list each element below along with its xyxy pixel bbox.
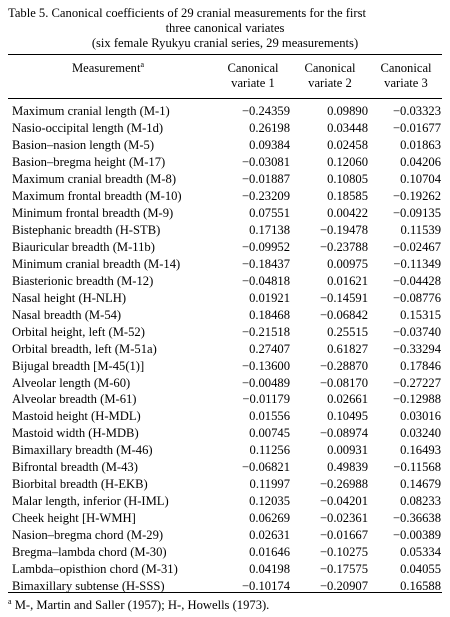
canonical-variate-2-value: −0.08170 — [319, 375, 368, 390]
canonical-variate-1-value: 0.12035 — [249, 494, 290, 509]
canonical-variate-3-value: −0.02467 — [392, 239, 441, 254]
canonical-variate-3-value: −0.09135 — [392, 205, 441, 220]
canonical-variate-1-value: 0.07551 — [249, 205, 290, 220]
measurement-name: Biauricular breadth (M-11b) — [12, 239, 155, 254]
canonical-variate-1-value: 0.01921 — [249, 290, 290, 305]
canonical-variate-1-value: −0.04818 — [241, 273, 290, 288]
table-row — [8, 324, 442, 341]
table-row — [8, 391, 442, 408]
header-measurement — [8, 61, 208, 76]
measurement-name: Orbital height, left (M-52) — [12, 324, 145, 339]
canonical-variate-3-value: −0.33294 — [392, 341, 441, 356]
canonical-variate-3-value: −0.19262 — [392, 188, 441, 203]
canonical-variate-1-value: 0.09384 — [249, 137, 290, 152]
canonical-variate-3-value: −0.11349 — [393, 256, 441, 271]
measurement-name: Mastoid height (H-MDL) — [12, 409, 141, 424]
canonical-variate-3-value: −0.04428 — [392, 273, 441, 288]
header-canonical-variate-1 — [214, 61, 292, 91]
canonical-variate-3-value: 0.01863 — [400, 137, 441, 152]
canonical-variate-1-value: −0.01887 — [241, 171, 290, 186]
measurement-name: Bimaxillary subtense (H-SSS) — [12, 579, 165, 594]
canonical-variate-1-value: −0.23209 — [241, 188, 290, 203]
measurement-name: Alveolar length (M-60) — [12, 375, 131, 390]
canonical-variate-3-value: −0.12988 — [392, 392, 441, 407]
canonical-variate-1-value: 0.02631 — [249, 528, 290, 543]
table-row — [8, 120, 442, 137]
canonical-variate-2-value: 0.01621 — [327, 273, 368, 288]
canonical-variate-3-value: 0.04206 — [400, 154, 441, 169]
canonical-variate-3-value: −0.03740 — [392, 324, 441, 339]
canonical-variate-2-value: 0.02458 — [327, 137, 368, 152]
canonical-variate-1-value: 0.04198 — [249, 562, 290, 577]
measurement-name: Nasion–bregma chord (M-29) — [12, 528, 164, 543]
canonical-variate-3-value: 0.11539 — [400, 222, 441, 237]
canonical-variate-2-value: 0.00975 — [327, 256, 368, 271]
table-row — [8, 375, 442, 392]
canonical-variate-3-value: −0.11568 — [393, 460, 441, 475]
canonical-variate-2-value: −0.02361 — [319, 511, 368, 526]
canonical-variate-1-value: 0.11997 — [249, 477, 290, 492]
canonical-variate-2-value: 0.03448 — [327, 120, 368, 135]
canonical-variate-3-value: 0.05334 — [400, 545, 441, 560]
canonical-variate-2-value: 0.09890 — [327, 104, 368, 118]
canonical-variate-1-value: −0.06821 — [241, 460, 290, 475]
table-row — [8, 341, 442, 358]
table-row — [8, 425, 442, 442]
header-measurement-label: Measurement — [71, 61, 141, 75]
table-row — [8, 273, 442, 290]
canonical-variate-1-value: −0.13600 — [241, 358, 290, 373]
table-row — [8, 290, 442, 307]
measurement-name: Bistephanic breadth (H-STB) — [12, 222, 161, 237]
table-body — [8, 103, 442, 595]
canonical-variate-2-value: 0.02661 — [327, 392, 368, 407]
canonical-variate-2-value: −0.14591 — [319, 290, 368, 305]
table-row — [8, 493, 442, 510]
canonical-variate-3-value: 0.15315 — [400, 307, 441, 322]
header-col1-line1: Canonical — [227, 61, 279, 75]
canonical-variate-2-value: 0.49839 — [327, 460, 368, 475]
table-row — [8, 222, 442, 239]
measurement-name: Basion–nasion length (M-5) — [12, 137, 155, 152]
measurement-name: Basion–bregma height (M-17) — [12, 154, 166, 169]
canonical-variate-3-value: −0.03323 — [392, 104, 441, 118]
canonical-variate-1-value: 0.27407 — [249, 341, 290, 356]
measurement-name: Maximum frontal breadth (M-10) — [12, 188, 182, 203]
canonical-variate-1-value: −0.09952 — [241, 239, 290, 254]
canonical-variate-3-value: 0.08233 — [400, 494, 441, 509]
header-col2-line2: variate 2 — [308, 76, 352, 90]
measurement-name: Bimaxillary breadth (M-46) — [12, 443, 153, 458]
canonical-variate-2-value: −0.19478 — [319, 222, 368, 237]
canonical-variate-1-value: 0.01556 — [249, 409, 290, 424]
table-row — [8, 544, 442, 561]
table-row — [8, 154, 442, 171]
canonical-variate-2-value: −0.20907 — [319, 579, 368, 594]
table-row — [8, 476, 442, 493]
measurement-name: Minimum frontal breadth (M-9) — [12, 205, 174, 220]
canonical-variate-3-value: −0.01677 — [392, 120, 441, 135]
table-row — [8, 408, 442, 425]
measurement-name: Biorbital breadth (H-EKB) — [12, 477, 148, 492]
caption-line-3: (six female Ryukyu cranial series, 29 measurements) — [91, 36, 359, 50]
header-rule — [8, 98, 442, 99]
header-col1-line2: variate 1 — [231, 76, 275, 90]
canonical-variate-2-value: 0.00422 — [327, 205, 368, 220]
footnote-text: M-, Martin and Saller (1957); H-, Howells (1973). — [11, 598, 270, 612]
canonical-variate-1-value: 0.18468 — [249, 307, 290, 322]
canonical-variate-2-value: −0.28870 — [319, 358, 368, 373]
canonical-variate-1-value: 0.26198 — [249, 120, 290, 135]
canonical-variate-1-value: −0.01179 — [242, 392, 290, 407]
canonical-variate-2-value: −0.10275 — [319, 545, 368, 560]
canonical-variate-2-value: 0.10495 — [327, 409, 368, 424]
caption-line-2: three canonical variates — [165, 21, 285, 35]
table-row — [8, 205, 442, 222]
measurement-name: Nasio-occipital length (M-1d) — [12, 120, 164, 135]
header-col3-line1: Canonical — [380, 61, 432, 75]
canonical-variate-3-value: −0.27227 — [392, 375, 441, 390]
canonical-variate-1-value: −0.24359 — [241, 104, 290, 118]
measurement-name: Malar length, inferior (H-IML) — [12, 494, 169, 509]
header-col3-line2: variate 3 — [384, 76, 428, 90]
canonical-variate-1-value: −0.03081 — [241, 154, 290, 169]
canonical-variate-1-value: 0.00745 — [249, 426, 290, 441]
canonical-variate-2-value: −0.23788 — [319, 239, 368, 254]
table-row — [8, 256, 442, 273]
canonical-variate-2-value: −0.26988 — [319, 477, 368, 492]
canonical-variate-1-value: −0.18437 — [241, 256, 290, 271]
measurement-name: Biasterionic breadth (M-12) — [12, 273, 154, 288]
table-caption — [8, 6, 442, 51]
footnote-mark: a — [8, 596, 12, 606]
canonical-variate-1-value: 0.17138 — [249, 222, 290, 237]
measurement-name: Orbital breadth, left (M-51a) — [12, 341, 157, 356]
measurement-name: Cheek height [H-WMH] — [12, 511, 136, 526]
top-rule — [8, 54, 442, 55]
canonical-variate-3-value: 0.10704 — [400, 171, 441, 186]
canonical-variate-1-value: 0.01646 — [249, 545, 290, 560]
measurement-name: Mastoid width (H-MDB) — [12, 426, 139, 441]
table-row — [8, 307, 442, 324]
table-row — [8, 561, 442, 578]
canonical-variate-2-value: −0.01667 — [319, 528, 368, 543]
canonical-variate-3-value: 0.14679 — [400, 477, 441, 492]
header-canonical-variate-2 — [291, 61, 369, 91]
table-row — [8, 510, 442, 527]
canonical-variate-2-value: 0.18585 — [327, 188, 368, 203]
canonical-variate-3-value: −0.36638 — [392, 511, 441, 526]
measurement-name: Minimum cranial breadth (M-14) — [12, 256, 181, 271]
table-row — [8, 188, 442, 205]
canonical-variate-2-value: 0.00931 — [327, 443, 368, 458]
canonical-variate-2-value: 0.61827 — [327, 341, 368, 356]
table-row — [8, 137, 442, 154]
canonical-variate-3-value: 0.17846 — [400, 358, 441, 373]
canonical-variate-2-value: 0.10805 — [327, 171, 368, 186]
table-row — [8, 239, 442, 256]
table-footnote — [8, 598, 269, 613]
table-row — [8, 103, 442, 120]
canonical-variate-3-value: 0.03016 — [400, 409, 441, 424]
table-row — [8, 358, 442, 375]
canonical-variate-1-value: 0.06269 — [249, 511, 290, 526]
table-row — [8, 442, 442, 459]
table-row — [8, 171, 442, 188]
canonical-variate-2-value: 0.25515 — [327, 324, 368, 339]
measurement-name: Bregma–lambda chord (M-30) — [12, 545, 167, 560]
canonical-variate-1-value: −0.21518 — [241, 324, 290, 339]
canonical-variate-1-value: −0.10174 — [241, 579, 290, 594]
canonical-variate-3-value: −0.08776 — [392, 290, 441, 305]
canonical-variate-3-value: 0.16588 — [400, 579, 441, 594]
bottom-rule — [8, 592, 442, 593]
table-row — [8, 527, 442, 544]
canonical-variate-2-value: −0.17575 — [319, 562, 368, 577]
canonical-variate-2-value: −0.06842 — [319, 307, 368, 322]
canonical-variate-2-value: 0.12060 — [327, 154, 368, 169]
measurement-name: Bifrontal breadth (M-43) — [12, 460, 138, 475]
canonical-variate-3-value: 0.03240 — [400, 426, 441, 441]
canonical-variate-2-value: −0.04201 — [319, 494, 368, 509]
header-canonical-variate-3 — [367, 61, 445, 91]
canonical-variate-3-value: −0.00389 — [392, 528, 441, 543]
measurement-name: Alveolar breadth (M-61) — [12, 392, 137, 407]
table-row — [8, 459, 442, 476]
canonical-variate-3-value: 0.04055 — [400, 562, 441, 577]
canonical-variate-1-value: −0.00489 — [241, 375, 290, 390]
canonical-variate-2-value: −0.08974 — [319, 426, 368, 441]
measurement-name: Nasal height (H-NLH) — [12, 290, 127, 305]
measurement-name: Maximum cranial length (M-1) — [12, 104, 170, 118]
caption-line-1: Table 5. Canonical coefficients of 29 cranial measurements for the first — [8, 6, 367, 20]
canonical-variate-3-value: 0.16493 — [400, 443, 441, 458]
header-measurement-footnote-mark: a — [140, 59, 145, 69]
measurement-name: Maximum cranial breadth (M-8) — [12, 171, 177, 186]
measurement-name: Lambda–opisthion chord (M-31) — [12, 562, 178, 577]
measurement-name: Bijugal breadth [M-45(1)] — [12, 358, 145, 373]
canonical-variate-1-value: 0.11256 — [249, 443, 290, 458]
measurement-name: Nasal breadth (M-54) — [12, 307, 122, 322]
header-col2-line1: Canonical — [304, 61, 356, 75]
